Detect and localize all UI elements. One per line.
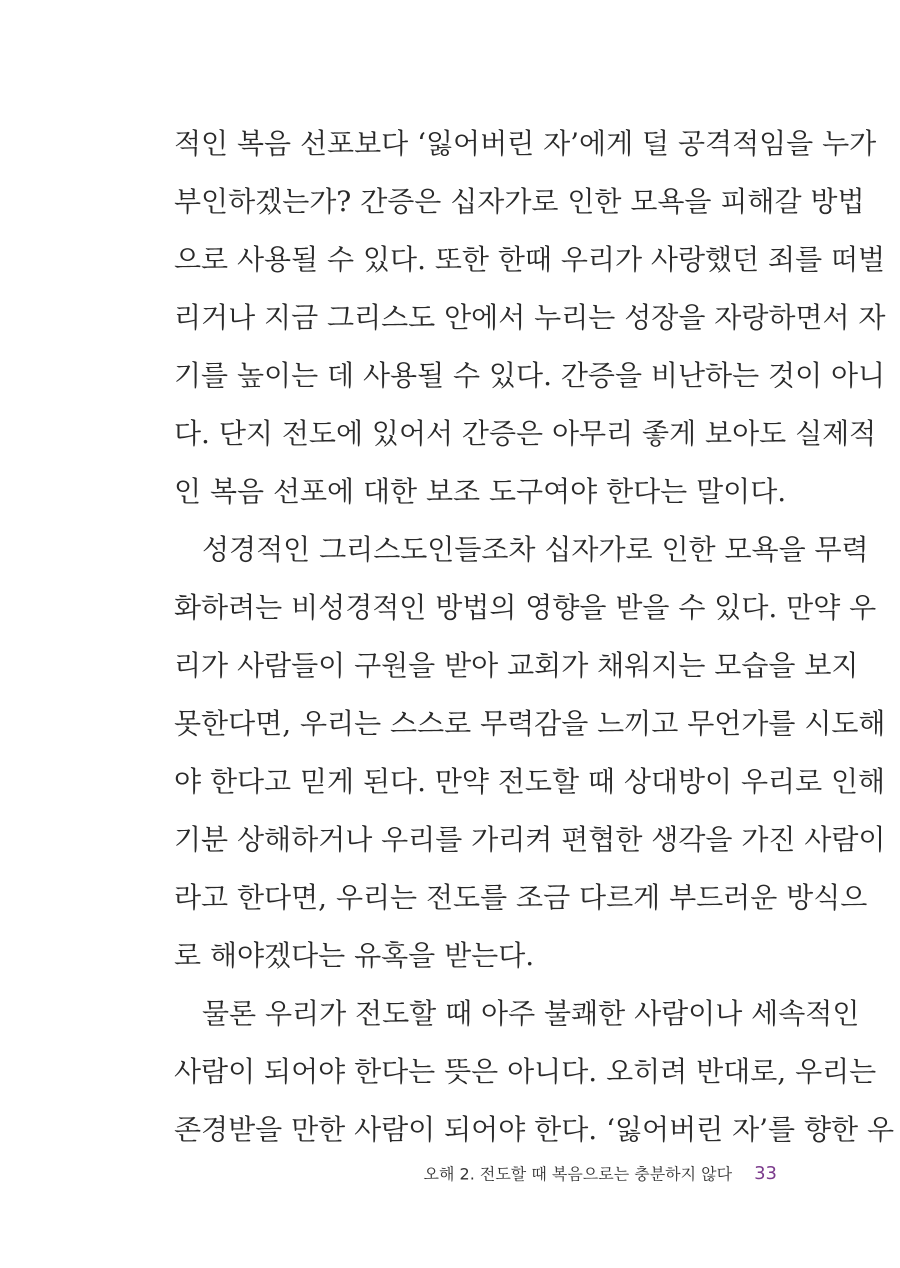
text-line: 기분 상해하거나 우리를 가리켜 편협한 생각을 가진 사람이	[174, 823, 886, 856]
running-title: 오해 2. 전도할 때 복음으로는 충분하지 않다	[423, 1164, 733, 1184]
text-line: 부인하겠는가? 간증은 십자가로 인한 모욕을 피해갈 방법	[174, 185, 865, 218]
text-line: 성경적인 그리스도인들조차 십자가로 인한 모욕을 무력	[202, 533, 869, 566]
text-line: 로 해야겠다는 유혹을 받는다.	[174, 939, 535, 972]
text-line: 리거나 지금 그리스도 안에서 누리는 성장을 자랑하면서 자	[174, 301, 886, 334]
text-line: 라고 한다면, 우리는 전도를 조금 다르게 부드러운 방식으	[174, 881, 868, 914]
text-line: 리가 사람들이 구원을 받아 교회가 채워지는 모습을 보지	[174, 649, 859, 682]
text-line: 기를 높이는 데 사용될 수 있다. 간증을 비난하는 것이 아니	[174, 359, 886, 392]
body-text	[174, 115, 895, 1159]
text-line: 으로 사용될 수 있다. 또한 한때 우리가 사랑했던 죄를 떠벌	[174, 243, 886, 276]
text-line: 적인 복음 선포보다 ‘잃어버린 자’에게 덜 공격적임을 누가	[174, 127, 877, 160]
text-line: 존경받을 만한 사람이 되어야 한다. ‘잃어버린 자’를 향한 우	[174, 1113, 895, 1146]
text-line: 물론 우리가 전도할 때 아주 불쾌한 사람이나 세속적인	[202, 997, 860, 1030]
page-number: 33	[754, 1163, 777, 1185]
text-line: 화하려는 비성경적인 방법의 영향을 받을 수 있다. 만약 우	[174, 591, 877, 624]
text-line: 못한다면, 우리는 스스로 무력감을 느끼고 무언가를 시도해	[174, 707, 886, 740]
page-footer	[424, 1159, 777, 1189]
text-line: 사람이 되어야 한다는 뜻은 아니다. 오히려 반대로, 우리는	[174, 1055, 877, 1088]
text-line: 다. 단지 전도에 있어서 간증은 아무리 좋게 보아도 실제적	[174, 417, 877, 450]
text-line: 야 한다고 믿게 된다. 만약 전도할 때 상대방이 우리로 인해	[174, 765, 886, 798]
text-line: 인 복음 선포에 대한 보조 도구여야 한다는 말이다.	[174, 475, 787, 508]
